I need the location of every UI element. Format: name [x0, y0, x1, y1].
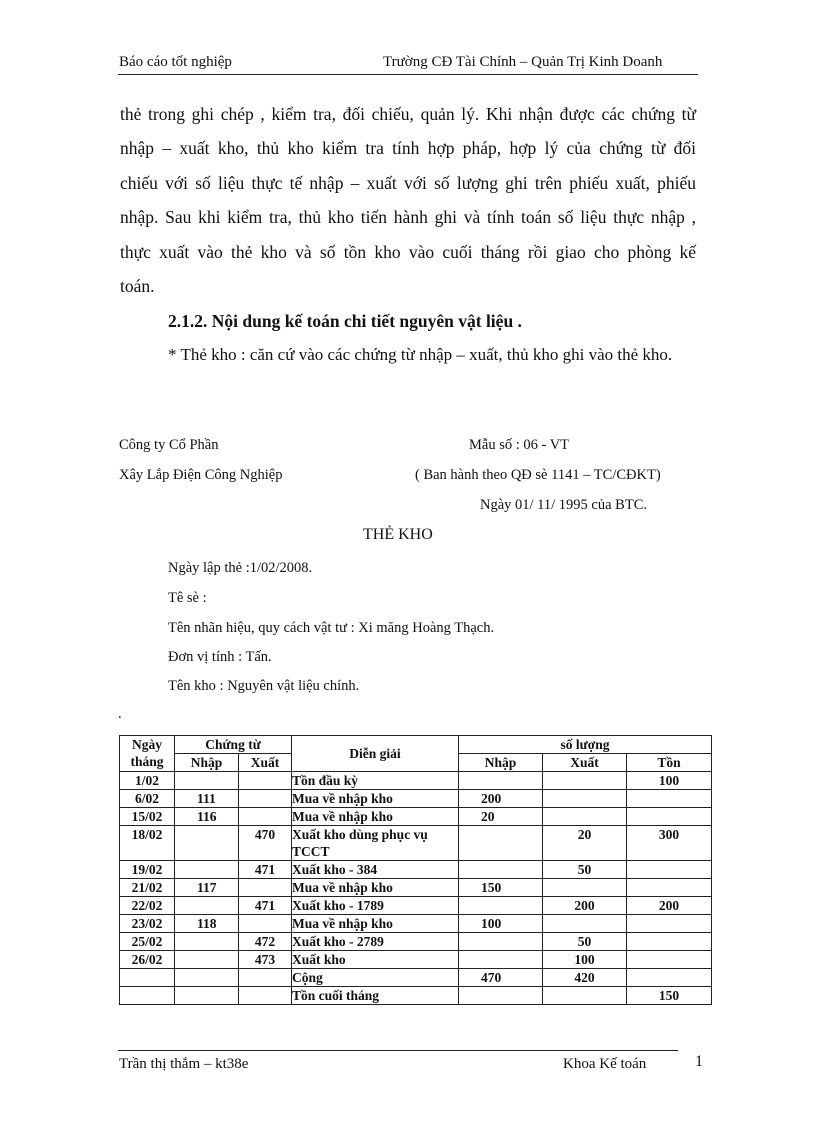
- col-qty-balance: Tồn: [627, 754, 712, 772]
- cell-balance: [627, 951, 712, 969]
- cell-voucher-in: [175, 861, 239, 879]
- cell-balance: 150: [627, 987, 712, 1005]
- cell-voucher-out: 470: [239, 826, 292, 861]
- cell-qty-in: [459, 826, 543, 861]
- cell-balance: [627, 808, 712, 826]
- cell-voucher-out: 473: [239, 951, 292, 969]
- body-paragraph: [120, 97, 696, 303]
- cell-date: 19/02: [120, 861, 175, 879]
- cell-voucher-out: 471: [239, 897, 292, 915]
- date-created: Ngày lập thẻ :1/02/2008.: [168, 560, 313, 576]
- cell-qty-in: 100: [459, 915, 543, 933]
- cell-qty-out: 420: [543, 969, 627, 987]
- cell-voucher-in: [175, 897, 239, 915]
- warehouse-name: Tên kho : Nguyên vật liệu chính.: [168, 678, 360, 694]
- cell-voucher-out: 472: [239, 933, 292, 951]
- cell-voucher-out: [239, 969, 292, 987]
- cell-qty-in: [459, 933, 543, 951]
- cell-voucher-out: [239, 808, 292, 826]
- col-voucher-in: Nhập: [175, 754, 239, 772]
- cell-balance: [627, 790, 712, 808]
- cell-qty-in: [459, 772, 543, 790]
- cell-qty-in: [459, 987, 543, 1005]
- cell-balance: [627, 933, 712, 951]
- cell-voucher-out: [239, 772, 292, 790]
- cell-description: Xuất kho: [292, 951, 459, 969]
- cell-voucher-in: [175, 987, 239, 1005]
- cell-voucher-out: [239, 790, 292, 808]
- cell-date: 18/02: [120, 826, 175, 861]
- cell-voucher-out: [239, 879, 292, 897]
- cell-balance: 100: [627, 772, 712, 790]
- footer-rule: [118, 1050, 678, 1051]
- cell-balance: [627, 915, 712, 933]
- table-row: [120, 951, 712, 969]
- cell-voucher-in: 116: [175, 808, 239, 826]
- table-row: [120, 826, 712, 861]
- cell-description: Xuất kho dùng phục vụ TCCT: [292, 826, 459, 861]
- issued-by: ( Ban hành theo QĐ sè 1141 – TC/CĐKT): [415, 467, 661, 483]
- cell-voucher-in: [175, 951, 239, 969]
- cell-qty-out: [543, 879, 627, 897]
- sheet-number: Tê sè :: [168, 590, 207, 606]
- cell-voucher-in: [175, 969, 239, 987]
- cell-voucher-in: 118: [175, 915, 239, 933]
- table-row: [120, 861, 712, 879]
- cell-date: 22/02: [120, 897, 175, 915]
- page-number: 1: [695, 1053, 703, 1070]
- cell-balance: [627, 861, 712, 879]
- cell-date: [120, 987, 175, 1005]
- material-name: Tên nhãn hiệu, quy cách vật tư : Xi măng Hoàng Thạch.: [168, 620, 495, 636]
- cell-qty-out: 200: [543, 897, 627, 915]
- cell-description: Tồn cuối tháng: [292, 987, 459, 1005]
- cell-qty-in: [459, 951, 543, 969]
- table-row: [120, 915, 712, 933]
- cell-qty-out: [543, 790, 627, 808]
- cell-description: Cộng: [292, 969, 459, 987]
- cell-date: [120, 969, 175, 987]
- table-header-row: [120, 736, 712, 754]
- unit-of-measure: Đơn vị tính : Tấn.: [168, 649, 272, 665]
- cell-voucher-in: 117: [175, 879, 239, 897]
- section-heading: 2.1.2. Nội dung kế toán chi tiết nguyên vật liệu .: [168, 311, 522, 331]
- cell-balance: 300: [627, 826, 712, 861]
- cell-balance: [627, 879, 712, 897]
- paragraph-line: chiếu với số liệu thực tế nhập – xuất với số lượng ghi trên phiếu xuất, phiếu: [120, 172, 696, 193]
- col-date-header: [120, 736, 175, 772]
- stock-card-table: [119, 735, 712, 1005]
- company-line-2: Xây Lắp Điện Công Nghiệp: [119, 467, 283, 483]
- cell-qty-in: [459, 897, 543, 915]
- cell-date: 21/02: [120, 879, 175, 897]
- cell-description: Xuất kho - 1789: [292, 897, 459, 915]
- table-row: [120, 987, 712, 1005]
- cell-qty-out: 100: [543, 951, 627, 969]
- table-row: [120, 879, 712, 897]
- cell-description: Xuất kho - 384: [292, 861, 459, 879]
- company-line-1: Công ty Cổ Phần: [119, 437, 219, 453]
- cell-voucher-in: [175, 826, 239, 861]
- col-quantity-header: số lượng: [459, 736, 712, 754]
- stray-dot: .: [118, 706, 122, 722]
- col-voucher-out: Xuất: [239, 754, 292, 772]
- paragraph-line: nhập. Sau khi kiểm tra, thủ kho tiến hành ghi và tính toán số liệu thực nhập ,: [120, 207, 696, 228]
- cell-qty-in: 20: [459, 808, 543, 826]
- card-title: THẺ KHO: [363, 526, 433, 543]
- table-row: [120, 772, 712, 790]
- cell-description: Mua về nhập kho: [292, 790, 459, 808]
- issued-date: Ngày 01/ 11/ 1995 của BTC.: [480, 497, 647, 513]
- cell-date: 26/02: [120, 951, 175, 969]
- cell-qty-in: 150: [459, 879, 543, 897]
- cell-description: Tồn đầu kỳ: [292, 772, 459, 790]
- paragraph-line: nhập – xuất kho, thủ kho kiểm tra tính hợp pháp, hợp lý của chứng từ đối: [120, 138, 696, 159]
- cell-date: 6/02: [120, 790, 175, 808]
- paragraph-line: toán.: [120, 275, 155, 296]
- table-row: [120, 790, 712, 808]
- footer-right: Khoa Kế toán: [563, 1056, 647, 1072]
- cell-balance: [627, 969, 712, 987]
- cell-description: Xuất kho - 2789: [292, 933, 459, 951]
- cell-voucher-in: [175, 772, 239, 790]
- cell-voucher-in: 111: [175, 790, 239, 808]
- header-right: Trường CĐ Tài Chính – Quản Trị Kinh Doanh: [383, 54, 663, 70]
- table-row: [120, 808, 712, 826]
- cell-date: 1/02: [120, 772, 175, 790]
- col-qty-out: Xuất: [543, 754, 627, 772]
- cell-qty-out: 50: [543, 861, 627, 879]
- cell-qty-in: [459, 861, 543, 879]
- col-qty-in: Nhập: [459, 754, 543, 772]
- section-note: * Thẻ kho : căn cứ vào các chứng từ nhập – xuất, thủ kho ghi vào thẻ kho.: [168, 345, 673, 364]
- cell-qty-out: [543, 808, 627, 826]
- col-voucher-header: Chứng từ: [175, 736, 292, 754]
- table-row: [120, 933, 712, 951]
- cell-qty-in: 470: [459, 969, 543, 987]
- cell-voucher-out: [239, 987, 292, 1005]
- date-header-line1: Ngày: [132, 737, 162, 752]
- cell-description: Mua về nhập kho: [292, 879, 459, 897]
- cell-voucher-out: [239, 915, 292, 933]
- cell-description: Mua về nhập kho: [292, 915, 459, 933]
- form-number: Mẫu số : 06 - VT: [469, 437, 570, 453]
- table-row: [120, 897, 712, 915]
- cell-qty-out: 50: [543, 933, 627, 951]
- date-header-line2: tháng: [130, 754, 164, 769]
- col-description-header: Diễn giải: [292, 736, 459, 772]
- cell-qty-in: 200: [459, 790, 543, 808]
- cell-qty-out: [543, 987, 627, 1005]
- header-rule: [118, 74, 698, 75]
- cell-balance: 200: [627, 897, 712, 915]
- cell-qty-out: [543, 772, 627, 790]
- cell-qty-out: [543, 915, 627, 933]
- footer-left: Trần thị thắm – kt38e: [119, 1056, 249, 1072]
- paragraph-line: thẻ trong ghi chép , kiểm tra, đối chiếu, quản lý. Khi nhận được các chứng từ: [120, 104, 696, 124]
- cell-date: 15/02: [120, 808, 175, 826]
- cell-qty-out: 20: [543, 826, 627, 861]
- cell-date: 23/02: [120, 915, 175, 933]
- cell-voucher-in: [175, 933, 239, 951]
- cell-date: 25/02: [120, 933, 175, 951]
- table-row: [120, 969, 712, 987]
- cell-description: Mua về nhập kho: [292, 808, 459, 826]
- paragraph-line: thực xuất vào thẻ kho và số tồn kho vào cuối tháng rồi giao cho phòng kế: [120, 241, 696, 262]
- header-left: Báo cáo tốt nghiệp: [119, 54, 232, 70]
- cell-voucher-out: 471: [239, 861, 292, 879]
